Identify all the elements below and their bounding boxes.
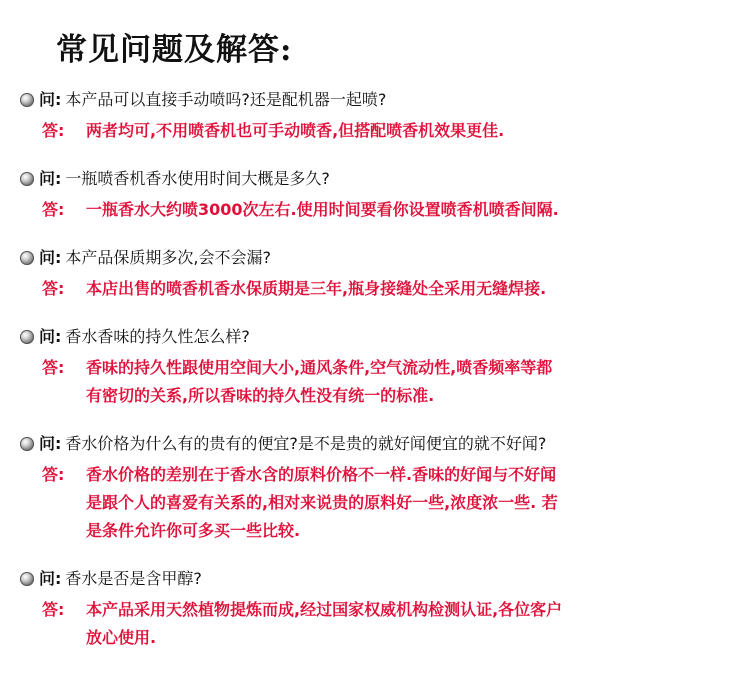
answer-row [0,354,750,410]
answer-label: 答: [42,279,65,298]
bullet-icon [20,330,34,344]
answer-row [0,461,750,545]
question-label: 问: [39,169,62,188]
answer-text [86,461,716,545]
answer-text [86,117,716,145]
answer-line: 一瓶香水大约喷3000次左右.使用时间要看你设置喷香机喷香间隔. [86,200,559,219]
answer-line: 本产品采用天然植物提炼而成,经过国家权威机构检测认证,各位客户 [86,600,563,619]
bullet-icon [20,251,34,265]
question-row [0,86,750,114]
page-title: 常见问题及解答: [56,32,293,68]
answer-line: 有密切的关系,所以香味的持久性没有统一的标准. [86,386,435,405]
answer-line: 本店出售的喷香机香水保质期是三年,瓶身接缝处全采用无缝焊接. [86,279,547,298]
answer-label: 答: [42,200,65,219]
question-text: 本产品可以直接手动喷吗?还是配机器一起喷? [65,90,387,109]
answer-line: 是条件允许你可多买一些比较. [86,521,301,540]
answer-line: 是跟个人的喜爱有关系的,相对来说贵的原料好一些,浓度浓一些. 若 [86,493,558,512]
answer-label: 答: [42,600,65,619]
faq-item [0,565,750,652]
faq-item [0,165,750,224]
bullet-icon [20,437,34,451]
question-text: 香水香味的持久性怎么样? [65,327,250,346]
question-label: 问: [39,90,62,109]
question-label: 问: [39,434,62,453]
answer-line: 两者均可,不用喷香机也可手动喷香,但搭配喷香机效果更佳. [86,121,505,140]
answer-text [86,275,716,303]
answer-row [0,596,750,652]
answer-label: 答: [42,465,65,484]
answer-text [86,196,716,224]
question-text: 香水是否是含甲醇? [65,569,202,588]
answer-text [86,596,716,652]
question-text: 香水价格为什么有的贵有的便宜?是不是贵的就好闻便宜的就不好闻? [65,434,547,453]
faq-item [0,86,750,145]
answer-row [0,275,750,303]
answer-line: 放心使用. [86,628,157,647]
question-row [0,323,750,351]
question-label: 问: [39,327,62,346]
answer-row [0,117,750,145]
question-label: 问: [39,569,62,588]
faq-item [0,430,750,545]
question-text: 一瓶喷香机香水使用时间大概是多久? [65,169,330,188]
answer-row [0,196,750,224]
bullet-icon [20,572,34,586]
answer-line: 香味的持久性跟使用空间大小,通风条件,空气流动性,喷香频率等都 [86,358,553,377]
answer-text [86,354,716,410]
question-row [0,430,750,458]
question-row [0,165,750,193]
question-text: 本产品保质期多次,会不会漏? [65,248,271,267]
faq-item [0,244,750,303]
answer-line: 香水价格的差别在于香水含的原料价格不一样.香味的好闻与不好闻 [86,465,557,484]
bullet-icon [20,172,34,186]
question-row [0,244,750,272]
answer-label: 答: [42,121,65,140]
bullet-icon [20,93,34,107]
question-label: 问: [39,248,62,267]
faq-item [0,323,750,410]
faq-list [0,86,750,672]
question-row [0,565,750,593]
answer-label: 答: [42,358,65,377]
